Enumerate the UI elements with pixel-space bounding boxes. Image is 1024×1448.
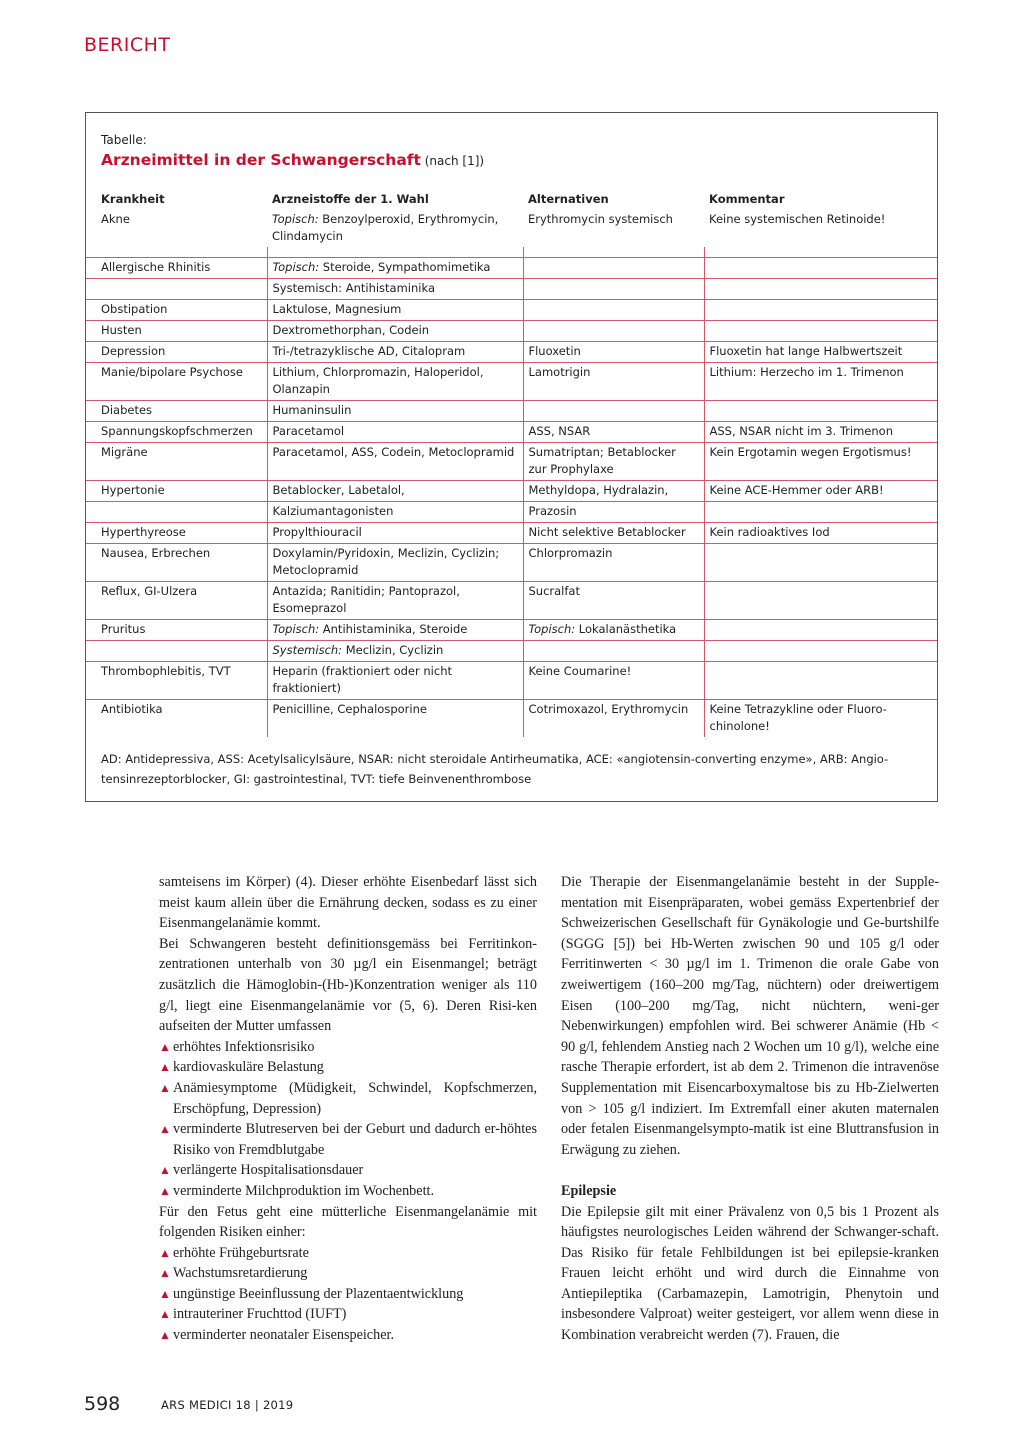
page-number: 598	[84, 1393, 121, 1415]
cell-text: Diabetes	[101, 403, 153, 417]
cell-text: Tri-/tetrazyklische AD, Citalopram	[272, 344, 466, 358]
cell-text: Keine ACE-Hemmer oder ARB!	[709, 483, 884, 497]
column-header: Alternativen	[528, 192, 609, 206]
row-spacer	[86, 247, 937, 258]
cell-comment	[704, 620, 937, 641]
cell-text: Antihistaminika, Steroide	[319, 622, 468, 636]
column-header: Kommentar	[709, 192, 785, 206]
triangle-bullet-icon: ▲	[159, 1245, 171, 1260]
table-row	[86, 443, 937, 481]
cell-text: Prazosin	[528, 504, 577, 518]
list-item: ▲ verminderter neonataler Eisenspeicher.	[159, 1325, 537, 1346]
table-row	[86, 401, 937, 422]
list-item: ▲ erhöhte Frühgeburtsrate	[159, 1243, 537, 1264]
cell-text: Lamotrigin	[528, 365, 591, 379]
cell-text: Kein radioaktives Iod	[709, 525, 830, 539]
list-item: ▲ kardiovaskuläre Belastung	[159, 1057, 537, 1078]
cell-text: Betablocker, Labetalol,	[272, 483, 405, 497]
cell-comment	[704, 523, 937, 544]
cell-first-choice	[267, 544, 523, 582]
table-row	[86, 321, 937, 342]
cell-first-choice	[267, 700, 523, 738]
cell-text: Fluoxetin	[528, 344, 581, 358]
cell-text: Lokalanästhetika	[575, 622, 677, 636]
cell-text: Depression	[101, 344, 166, 358]
table-row	[86, 300, 937, 321]
cell-first-choice	[267, 422, 523, 443]
cell-comment	[704, 544, 937, 582]
cell-first-choice	[267, 443, 523, 481]
cell-disease	[86, 523, 267, 544]
cell-alternative	[523, 342, 704, 363]
list-item: ▲ verlängerte Hospitalisationsdauer	[159, 1160, 537, 1181]
paragraph: Die Epilepsie gilt mit einer Prävalenz von 0,5 bis 1 Prozent als häufigstes neurologisches Leiden während der Schwanger-schaft. Das Risiko für fetale Fehlbildungen ist bei epilepsie-kranken Frauen leicht erhöht und wird durch die Einnahme von Antiepileptika (Carbamazepin, Lamotrigin, Phenytoin und insbesondere Valproat) weiter gesteigert, vor allem wenn diese in Kombination verabreicht werden (7). Frauen, die	[561, 1203, 939, 1344]
cell-disease	[86, 582, 267, 620]
cell-comment	[704, 300, 937, 321]
cell-alternative	[523, 210, 704, 247]
triangle-bullet-icon: ▲	[159, 1286, 171, 1301]
cell-disease	[86, 342, 267, 363]
table-row	[86, 620, 937, 641]
cell-comment	[704, 582, 937, 620]
list-item: ▲ erhöhtes Infektionsrisiko	[159, 1037, 537, 1058]
cell-text: Keine systemischen Retinoide!	[709, 212, 886, 226]
triangle-bullet-icon: ▲	[159, 1183, 171, 1198]
cell-comment	[704, 481, 937, 502]
cell-first-choice	[267, 401, 523, 422]
cell-alternative	[523, 620, 704, 641]
cell-disease	[86, 620, 267, 641]
cell-disease	[86, 321, 267, 342]
cell-first-choice	[267, 279, 523, 300]
cell-text: Heparin (fraktioniert oder nicht fraktioniert)	[272, 664, 452, 695]
cell-alternative	[523, 481, 704, 502]
cell-text: Antibiotika	[101, 702, 163, 716]
table-body	[86, 210, 937, 737]
cell-text: Sucralfat	[528, 584, 580, 598]
cell-first-choice	[267, 481, 523, 502]
paragraph: Für den Fetus geht eine mütterliche Eisenmangelanämie mit folgenden Risiken einher:	[159, 1203, 537, 1241]
paragraph: Bei Schwangeren besteht definitionsgemäss bei Ferritinkon-zentrationen unterhalb von 30 µg/l ein Eisenmangel; beträgt zusätzlich die Hämoglobin-(Hb-)Konzentration weniger als 110 g/l, liegt eine Eisenmangelanämie vor (5, 6). Deren Risi-ken aufseiten der Mutter umfassen	[159, 935, 537, 1035]
cell-text: Benzoylperoxid, Erythromycin, Clindamycin	[272, 212, 499, 243]
cell-text: Cotrimoxazol, Erythromycin	[528, 702, 689, 716]
table-row	[86, 279, 937, 300]
route-label: Topisch:	[272, 260, 320, 274]
cell-text: Akne	[101, 212, 130, 226]
drug-table-box	[85, 112, 938, 802]
cell-alternative	[523, 544, 704, 582]
subheading-epilepsie: Epilepsie	[561, 1182, 617, 1199]
spacer-cell	[86, 247, 267, 258]
cell-text: Hyperthyreose	[101, 525, 186, 539]
column-header: Arzneistoffe der 1. Wahl	[272, 192, 429, 206]
cell-text: Antazida; Ranitidin; Pantoprazol, Esomeprazol	[272, 584, 460, 615]
cell-text: Reflux, GI-Ulzera	[101, 584, 198, 598]
fetal-risk-list	[159, 1243, 537, 1346]
cell-comment	[704, 321, 937, 342]
cell-alternative	[523, 443, 704, 481]
triangle-bullet-icon: ▲	[159, 1266, 171, 1281]
section-header: BERICHT	[84, 34, 171, 56]
cell-disease	[86, 641, 267, 662]
cell-first-choice	[267, 210, 523, 247]
cell-first-choice	[267, 641, 523, 662]
cell-text: ASS, NSAR	[528, 424, 591, 438]
cell-comment	[704, 279, 937, 300]
cell-disease	[86, 662, 267, 700]
table-row	[86, 544, 937, 582]
cell-text: Fluoxetin hat lange Halbwertszeit	[709, 344, 903, 358]
triangle-bullet-icon: ▲	[159, 1163, 171, 1178]
cell-first-choice	[267, 321, 523, 342]
table-row	[86, 502, 937, 523]
route-label: Systemisch:	[272, 643, 343, 657]
table-row	[86, 342, 937, 363]
cell-first-choice	[267, 342, 523, 363]
cell-first-choice	[267, 502, 523, 523]
table-title-text: Arzneimittel in der Schwangerschaft	[101, 151, 421, 169]
list-item: ▲ verminderte Blutreserven bei der Geburt und dadurch er-höhtes Risiko von Fremdblutgabe	[159, 1121, 537, 1158]
cell-text: Manie/bipolare Psychose	[101, 365, 243, 379]
table-title	[101, 151, 484, 169]
paragraph: Die Therapie der Eisenmangelanämie besteht in der Supple-mentation mit Eisenpräparaten, wobei gemäss Expertenbrief der Schweizerischen Gesellschaft für Gynäkologie und Ge-burtshilfe (SGGG [5]) bei Hb-Werten zwischen 90 und 105 g/l oder Ferritinwerten < 30 µg/l im 1. Trimenon die orale Gabe von zweiwertigem (160–200 mg/Tag, nüchtern) oder dreiwertigem Eisen (100–200 mg/Tag, nicht nüchtern, weni-ger Nebenwirkungen) empfohlen wird. Bei schwerer Anämie (Hb < 90 g/l, fehlendem Anstieg nach 2 Wochen um 10 g/l), welche eine rasche Therapie erfordert, ist ab dem 2. Trimenon die intravenöse Supplementation mit Eisencarboxymaltose bis zu Hb-Zielwerten von > 105 g/l indiziert. Im Extremfall einer akuten maternalen oder fetalen Eisenmangelsympto-matik ist eine Bluttransfusion in Erwägung zu ziehen.	[561, 874, 939, 1158]
cell-text: Keine Coumarine!	[528, 664, 632, 678]
spacer-cell	[704, 247, 937, 258]
cell-text: Hypertonie	[101, 483, 165, 497]
cell-text: Erythromycin systemisch	[528, 212, 673, 226]
route-label: Topisch:	[272, 622, 320, 636]
cell-first-choice	[267, 363, 523, 401]
cell-comment	[704, 422, 937, 443]
cell-first-choice	[267, 300, 523, 321]
cell-text: Nicht selektive Betablocker	[528, 525, 686, 539]
cell-alternative	[523, 422, 704, 443]
table-footnote: AD: Antidepressiva, ASS: Acetylsalicylsäure, NSAR: nicht steroidale Antirheumatika, ACE: «angiotensin-converting enzyme», ARB: Angio-tensinrezeptorblocker, GI: gastrointestinal, TVT: tiefe Beinvenenthrombose	[101, 752, 889, 786]
cell-text: Paracetamol, ASS, Codein, Metoclopramid	[272, 445, 515, 459]
cell-alternative	[523, 523, 704, 544]
triangle-bullet-icon: ▲	[159, 1328, 171, 1343]
cell-comment	[704, 210, 937, 247]
cell-text: Methyldopa, Hydralazin,	[528, 483, 669, 497]
cell-text: Humaninsulin	[272, 403, 352, 417]
cell-text: Sumatriptan; Betablocker zur Prophylaxe	[528, 445, 676, 476]
cell-disease	[86, 544, 267, 582]
paragraph: samteisens im Körper) (4). Dieser erhöhte Eisenbedarf lässt sich meist kaum allein über die Ernährung decken, sodass es zu einer Eisenmangelanämie kommt.	[159, 874, 537, 932]
cell-disease	[86, 700, 267, 738]
cell-text: Husten	[101, 323, 142, 337]
cell-text: Dextromethorphan, Codein	[272, 323, 430, 337]
cell-comment	[704, 363, 937, 401]
route-label: Topisch:	[528, 622, 576, 636]
cell-comment	[704, 443, 937, 481]
spacer-cell	[523, 247, 704, 258]
cell-alternative	[523, 401, 704, 422]
cell-disease	[86, 481, 267, 502]
table-row	[86, 662, 937, 700]
table-row	[86, 641, 937, 662]
cell-text: Lithium, Chlorpromazin, Haloperidol, Olanzapin	[272, 365, 484, 396]
drug-table	[86, 189, 937, 737]
cell-comment	[704, 700, 937, 738]
cell-alternative	[523, 582, 704, 620]
cell-disease	[86, 300, 267, 321]
right-text-column	[561, 872, 939, 1346]
cell-first-choice	[267, 620, 523, 641]
cell-disease	[86, 502, 267, 523]
table-header-row	[86, 189, 937, 210]
cell-alternative	[523, 321, 704, 342]
table-row	[86, 582, 937, 620]
cell-text: Pruritus	[101, 622, 146, 636]
table-row	[86, 481, 937, 502]
cell-alternative	[523, 700, 704, 738]
cell-comment	[704, 641, 937, 662]
cell-alternative	[523, 662, 704, 700]
cell-disease	[86, 401, 267, 422]
cell-disease	[86, 210, 267, 247]
table-row	[86, 523, 937, 544]
cell-alternative	[523, 258, 704, 279]
cell-comment	[704, 662, 937, 700]
cell-text: Laktulose, Magnesium	[272, 302, 402, 316]
list-item: ▲ intrauteriner Fruchttod (IUFT)	[159, 1304, 537, 1325]
cell-text: Nausea, Erbrechen	[101, 546, 211, 560]
table-row	[86, 700, 937, 738]
cell-text: Doxylamin/Pyridoxin, Meclizin, Cyclizin; Metoclopramid	[272, 546, 500, 577]
cell-text: ASS, NSAR nicht im 3. Trimenon	[709, 424, 893, 438]
cell-comment	[704, 342, 937, 363]
table-row	[86, 422, 937, 443]
cell-text: Obstipation	[101, 302, 168, 316]
table-row	[86, 210, 937, 247]
triangle-bullet-icon: ▲	[159, 1122, 171, 1137]
triangle-bullet-icon: ▲	[159, 1060, 171, 1075]
cell-comment	[704, 502, 937, 523]
cell-text: Steroide, Sympathomimetika	[319, 260, 491, 274]
triangle-bullet-icon: ▲	[159, 1039, 171, 1054]
cell-text: Propylthiouracil	[272, 525, 362, 539]
cell-text: Systemisch: Antihistaminika	[272, 281, 435, 295]
cell-text: Paracetamol	[272, 424, 345, 438]
cell-alternative	[523, 300, 704, 321]
journal-name: ARS MEDICI 18 | 2019	[161, 1398, 294, 1412]
list-item: ▲ Wachstumsretardierung	[159, 1263, 537, 1284]
cell-text: Penicilline, Cephalosporine	[272, 702, 427, 716]
cell-first-choice	[267, 523, 523, 544]
cell-alternative	[523, 279, 704, 300]
cell-text: Keine Tetrazykline oder Fluoro-chinolone!	[709, 702, 887, 733]
cell-first-choice	[267, 662, 523, 700]
cell-comment	[704, 258, 937, 279]
cell-text: Chlorpromazin	[528, 546, 613, 560]
list-item: ▲ verminderte Milchproduktion im Wochenbett.	[159, 1181, 537, 1202]
cell-alternative	[523, 363, 704, 401]
cell-disease	[86, 422, 267, 443]
cell-first-choice	[267, 582, 523, 620]
cell-alternative	[523, 502, 704, 523]
cell-disease	[86, 443, 267, 481]
cell-text: Kalziumantagonisten	[272, 504, 394, 518]
cell-text: Kein Ergotamin wegen Ergotismus!	[709, 445, 912, 459]
triangle-bullet-icon: ▲	[159, 1080, 171, 1095]
table-row	[86, 258, 937, 279]
cell-text: Allergische Rhinitis	[101, 260, 211, 274]
table-label: Tabelle:	[101, 133, 147, 147]
column-header: Krankheit	[101, 192, 165, 206]
cell-alternative	[523, 641, 704, 662]
cell-comment	[704, 401, 937, 422]
cell-text: Meclizin, Cyclizin	[342, 643, 444, 657]
maternal-risk-list	[159, 1037, 537, 1202]
cell-text: Lithium: Herzecho im 1. Trimenon	[709, 365, 904, 379]
list-item: ▲ Anämiesymptome (Müdigkeit, Schwindel, Kopfschmerzen, Erschöpfung, Depression)	[159, 1079, 537, 1117]
table-source: (nach [1])	[420, 154, 485, 168]
route-label: Topisch:	[272, 212, 319, 226]
list-item: ▲ ungünstige Beeinflussung der Plazentaentwicklung	[159, 1284, 537, 1305]
spacer-cell	[267, 247, 523, 258]
cell-text: Spannungskopfschmerzen	[101, 424, 253, 438]
cell-disease	[86, 363, 267, 401]
triangle-bullet-icon: ▲	[159, 1307, 171, 1322]
cell-disease	[86, 258, 267, 279]
left-text-column	[159, 872, 537, 1346]
cell-first-choice	[267, 258, 523, 279]
table-row	[86, 363, 937, 401]
cell-text: Thrombophlebitis, TVT	[101, 664, 231, 678]
cell-text: Migräne	[101, 445, 148, 459]
cell-disease	[86, 279, 267, 300]
